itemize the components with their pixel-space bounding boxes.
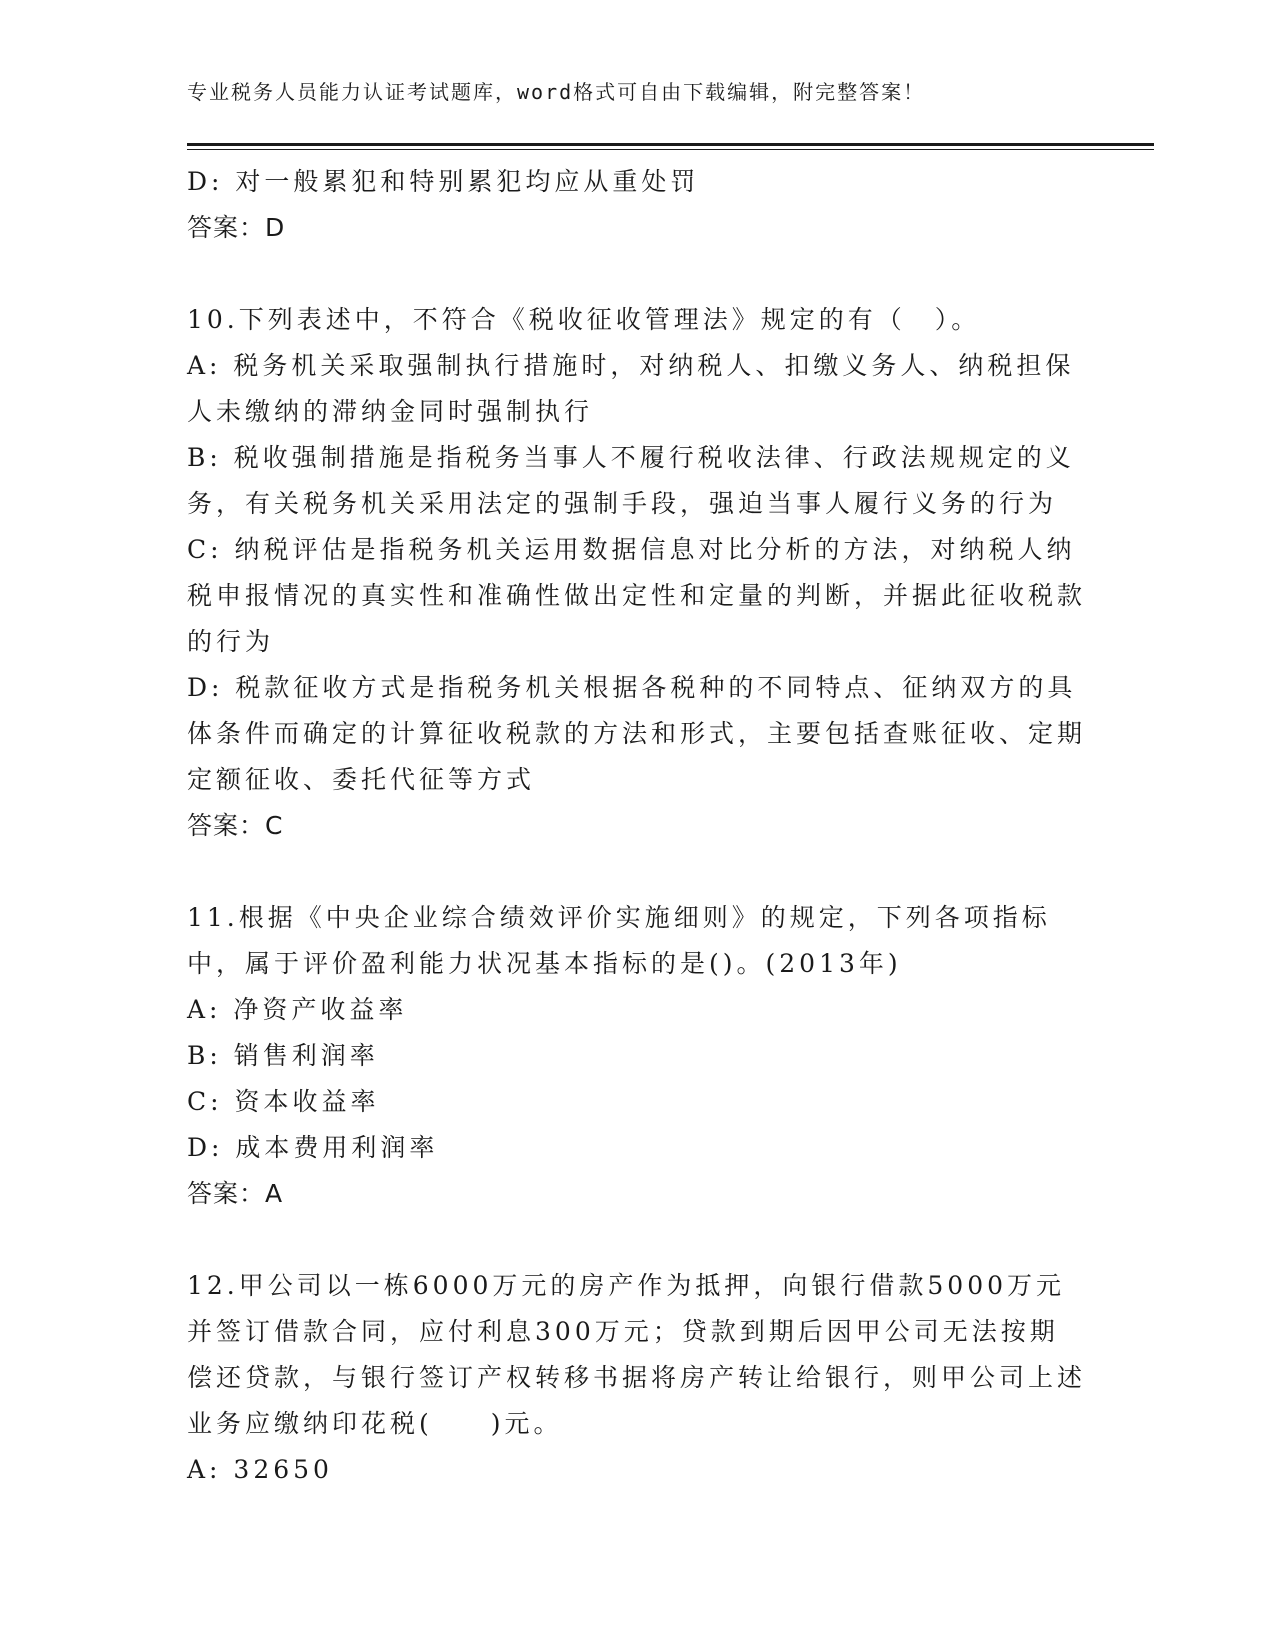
answer-line: 答案：D: [187, 213, 286, 242]
answer-option: D: 成本费用利润率: [187, 1133, 439, 1162]
answer-option: B: 销售利润率: [187, 1041, 379, 1070]
page-header: 专业税务人员能力认证考试题库，word格式可自由下载编辑，附完整答案！: [187, 80, 926, 104]
answer-option: D: 税款征收方式是指税务机关根据各税种的不同特点、征纳双方的具体条件而确定的计算征收税款的方法和形式，主要包括查账征收、定期定额征收、委托代征等方式: [187, 673, 1087, 794]
answer-option: A: 净资产收益率: [187, 995, 408, 1024]
answer-option: C: 纳税评估是指税务机关运用数据信息对比分析的方法，对纳税人纳税申报情况的真实性和准确性做出定性和定量的判断，并据此征收税款的行为: [187, 535, 1087, 656]
answer-option: C: 资本收益率: [187, 1087, 380, 1116]
answer-line: 答案：C: [187, 811, 284, 840]
question-stem: 12.甲公司以一栋6000万元的房产作为抵押，向银行借款5000万元并签订借款合同，应付利息300万元；贷款到期后因甲公司无法按期偿还贷款，与银行签订产权转移书据将房产转让给银行，则甲公司上述业务应缴纳印花税( )元。: [187, 1271, 1087, 1438]
question-stem: 10.下列表述中，不符合《税收征收管理法》规定的有（ ）。: [187, 305, 981, 334]
section-gap: [187, 849, 1087, 895]
document-body: [187, 159, 1087, 1493]
section-gap: [187, 251, 1087, 297]
answer-option: D: 对一般累犯和特别累犯均应从重处罚: [187, 167, 700, 196]
answer-line: 答案：A: [187, 1179, 284, 1208]
answer-option: A: 32650: [187, 1455, 333, 1484]
header-rule-thick: [187, 143, 1154, 146]
answer-option: B: 税收强制措施是指税务当事人不履行税收法律、行政法规规定的义务，有关税务机关采用法定的强制手段，强迫当事人履行义务的行为: [187, 443, 1075, 518]
question-stem: 11.根据《中央企业综合绩效评价实施细则》的规定，下列各项指标中，属于评价盈利能力状况基本指标的是()。(2013年): [187, 903, 1051, 978]
header-rule-thin: [187, 149, 1154, 150]
section-gap: [187, 1217, 1087, 1263]
answer-option: A: 税务机关采取强制执行措施时，对纳税人、扣缴义务人、纳税担保人未缴纳的滞纳金同时强制执行: [187, 351, 1075, 426]
